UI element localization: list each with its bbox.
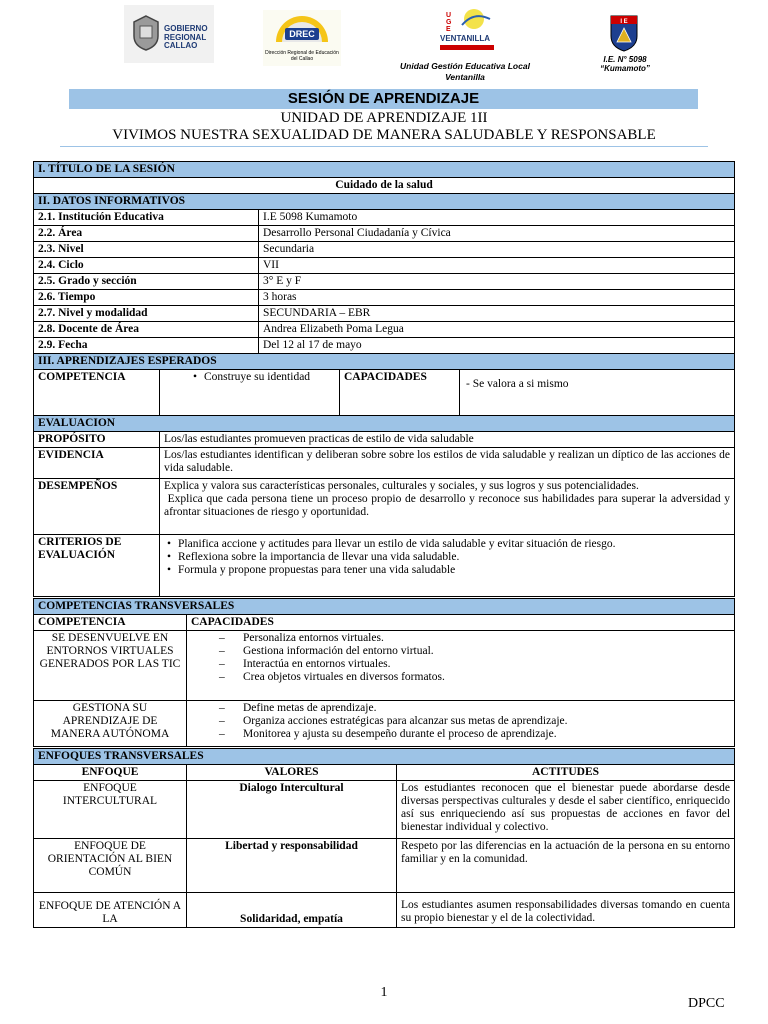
ugel-caption: Ventanilla <box>445 72 485 82</box>
svg-text:G: G <box>446 19 452 26</box>
desempeno-line: Explica y valora sus características personales, culturales y sociales, y sus logros y sus potencialidades. <box>164 480 639 492</box>
ugel-emblem-icon <box>444 7 494 33</box>
drec-logo <box>263 10 341 66</box>
criterio-item: • Planifica accione y actitudes para llevar un estilo de vida saludable y evitar situación de riesgo. <box>178 538 730 551</box>
evidencia-value: Los/las estudiantes identifican y deliberan sobre sobre los estilos de vida saludable y realizan un díptico de las acciones de vida saludable. <box>160 448 735 479</box>
ie-kumamoto-logo <box>609 14 639 52</box>
capacidad-item: – Organiza acciones estratégicas para alcanzar sus metas de aprendizaje. <box>243 715 730 728</box>
unit-title: VIVIMOS NUESTRA SEXUALIDAD DE MANERA SALUDABLE Y RESPONSABLE <box>112 127 656 143</box>
logo-text-line: CALLAO <box>164 41 198 50</box>
competencia-label: COMPETENCIA <box>34 370 160 416</box>
datos-value: 3 horas <box>259 290 735 306</box>
datos-value: 3° E y F <box>259 274 735 290</box>
enfoque-name: ENFOQUE INTERCULTURAL <box>34 781 187 839</box>
flag-stripe <box>440 45 494 50</box>
capacidades-list <box>191 702 730 741</box>
datos-label: 2.6. Tiempo <box>34 290 259 306</box>
capacidades-list <box>191 632 730 684</box>
competencia-header: COMPETENCIA <box>34 615 187 631</box>
logo-text-line: REGIONAL <box>164 32 207 42</box>
ugel-name: VENTANILLA <box>440 34 491 43</box>
ugel-caption: Unidad Gestión Educativa Local <box>400 61 530 71</box>
logo-text-line: GOBIERNO <box>164 24 208 33</box>
transversal-competencia: SE DESENVUELVE EN ENTORNOS VIRTUALES GENERADOS POR LAS TIC <box>34 631 187 701</box>
section-header-evaluacion: EVALUACION <box>34 416 735 432</box>
proposito-value: Los/las estudiantes promueven practicas de estilo de vida saludable <box>160 432 735 448</box>
page-title: SESIÓN DE APRENDIZAJE <box>69 89 698 109</box>
datos-label: 2.5. Grado y sección <box>34 274 259 290</box>
drec-name: DREC <box>285 28 319 40</box>
desempenos-label: DESEMPEÑOS <box>34 479 160 535</box>
datos-value: VII <box>259 258 735 274</box>
ie-caption: I.E. N° 5098 <box>603 55 647 64</box>
capacidad-item: – Interactúa en entornos virtuales. <box>243 658 730 671</box>
enfoque-header: ENFOQUE <box>34 765 187 781</box>
ugel-ventanilla-logo <box>436 5 498 55</box>
datos-value: Secundaria <box>259 242 735 258</box>
capacidad-item: – Gestiona información del entorno virtual. <box>243 645 730 658</box>
drec-caption: Dirección Regional de Educación del Callao <box>265 50 339 62</box>
transversales-table <box>33 598 735 747</box>
datos-label: 2.9. Fecha <box>34 338 259 354</box>
enfoque-name: ENFOQUE DE ORIENTACIÓN AL BIEN COMÚN <box>34 839 187 893</box>
enfoque-actitud: Los estudiantes asumen responsabilidades diversas tomando en cuenta su propio bienestar y el de la colectividad. <box>397 893 735 928</box>
enfoque-actitud: Los estudiantes reconocen que el bienestar puede abordarse desde diversas perspectivas culturales y desde el saber científico, enriquecido así sus enriqueciendo así sus propuestas de acciones en favor del bienestar individual y colectivo. <box>397 781 735 839</box>
capacidades-header: CAPACIDADES <box>187 615 735 631</box>
footer-code: DPCC <box>688 996 725 1011</box>
datos-value: Del 12 al 17 de mayo <box>259 338 735 354</box>
section-header-competencias-transversales: COMPETENCIAS TRANSVERSALES <box>34 599 735 615</box>
transversal-competencia: GESTIONA SU APRENDIZAJE DE MANERA AUTÓNOMA <box>34 701 187 747</box>
capacidad-item: – Crea objetos virtuales en diversos formatos. <box>243 671 730 684</box>
datos-label: 2.3. Nivel <box>34 242 259 258</box>
svg-text:U: U <box>446 12 452 19</box>
gobierno-regional-callao-logo <box>124 5 214 63</box>
capacidad-item: – Personaliza entornos virtuales. <box>243 632 730 645</box>
datos-label: 2.1. Institución Educativa <box>34 210 259 226</box>
proposito-label: PROPÓSITO <box>34 432 160 448</box>
page-number: 1 <box>380 985 388 1000</box>
unit-label: UNIDAD DE APRENDIZAJE 1II <box>280 110 488 126</box>
section-header-datos: II. DATOS INFORMATIVOS <box>34 194 735 210</box>
datos-value: Desarrollo Personal Ciudadanía y Cívica <box>259 226 735 242</box>
enfoque-name: ENFOQUE DE ATENCIÓN A LA <box>34 893 187 928</box>
criterio-item: • Reflexiona sobre la importancia de llevar una vida saludable. <box>178 551 730 564</box>
capacidades-value: - Se valora a si mismo <box>460 370 735 416</box>
datos-value: SECUNDARIA – EBR <box>259 306 735 322</box>
svg-text:E: E <box>446 26 451 33</box>
svg-text:I E: I E <box>620 19 628 25</box>
datos-value: I.E 5098 Kumamoto <box>259 210 735 226</box>
enfoques-table <box>33 748 735 928</box>
enfoque-valor: Libertad y responsabilidad <box>187 839 397 893</box>
datos-label: 2.8. Docente de Área <box>34 322 259 338</box>
enfoque-valor: Solidaridad, empatía <box>187 893 397 928</box>
section-header-enfoques: ENFOQUES TRANSVERSALES <box>34 749 735 765</box>
session-title-value: Cuidado de la salud <box>34 178 735 194</box>
criterios-label: CRITERIOS DE EVALUACIÓN <box>34 535 160 597</box>
criterios-list <box>164 538 730 577</box>
capacidad-item: – Monitorea y ajusta su desempeño durante el proceso de aprendizaje. <box>243 728 730 741</box>
datos-label: 2.4. Ciclo <box>34 258 259 274</box>
ie-shield-icon <box>609 14 639 52</box>
actitudes-header: ACTITUDES <box>397 765 735 781</box>
session-table <box>33 161 735 597</box>
section-header-aprendizajes: III. APRENDIZAJES ESPERADOS <box>34 354 735 370</box>
criterio-item: • Formula y propone propuestas para tener una vida saludable <box>178 564 730 577</box>
enfoque-valor: Dialogo Intercultural <box>187 781 397 839</box>
ie-caption: “Kumamoto” <box>600 64 650 73</box>
datos-label: 2.7. Nivel y modalidad <box>34 306 259 322</box>
capacidades-label: CAPACIDADES <box>340 370 460 416</box>
valores-header: VALORES <box>187 765 397 781</box>
desempeno-line: Explica que cada persona tiene un proceso propio de desarrollo y reconoce sus habilidades para superar la adversidad y afrontar situaciones de riesgo y oportunidad. <box>164 493 733 518</box>
enfoque-actitud: Respeto por las diferencias en la actuación de la persona en su entorno familiar y en la comunidad. <box>397 839 735 893</box>
competencia-value: • Construye su identidad <box>204 371 335 384</box>
evidencia-label: EVIDENCIA <box>34 448 160 479</box>
datos-value: Andrea Elizabeth Poma Legua <box>259 322 735 338</box>
divider <box>60 146 708 147</box>
datos-label: 2.2. Área <box>34 226 259 242</box>
crest-icon <box>132 14 160 52</box>
section-header-titulo: I. TÍTULO DE LA SESIÓN <box>34 162 735 178</box>
capacidad-item: – Define metas de aprendizaje. <box>243 702 730 715</box>
